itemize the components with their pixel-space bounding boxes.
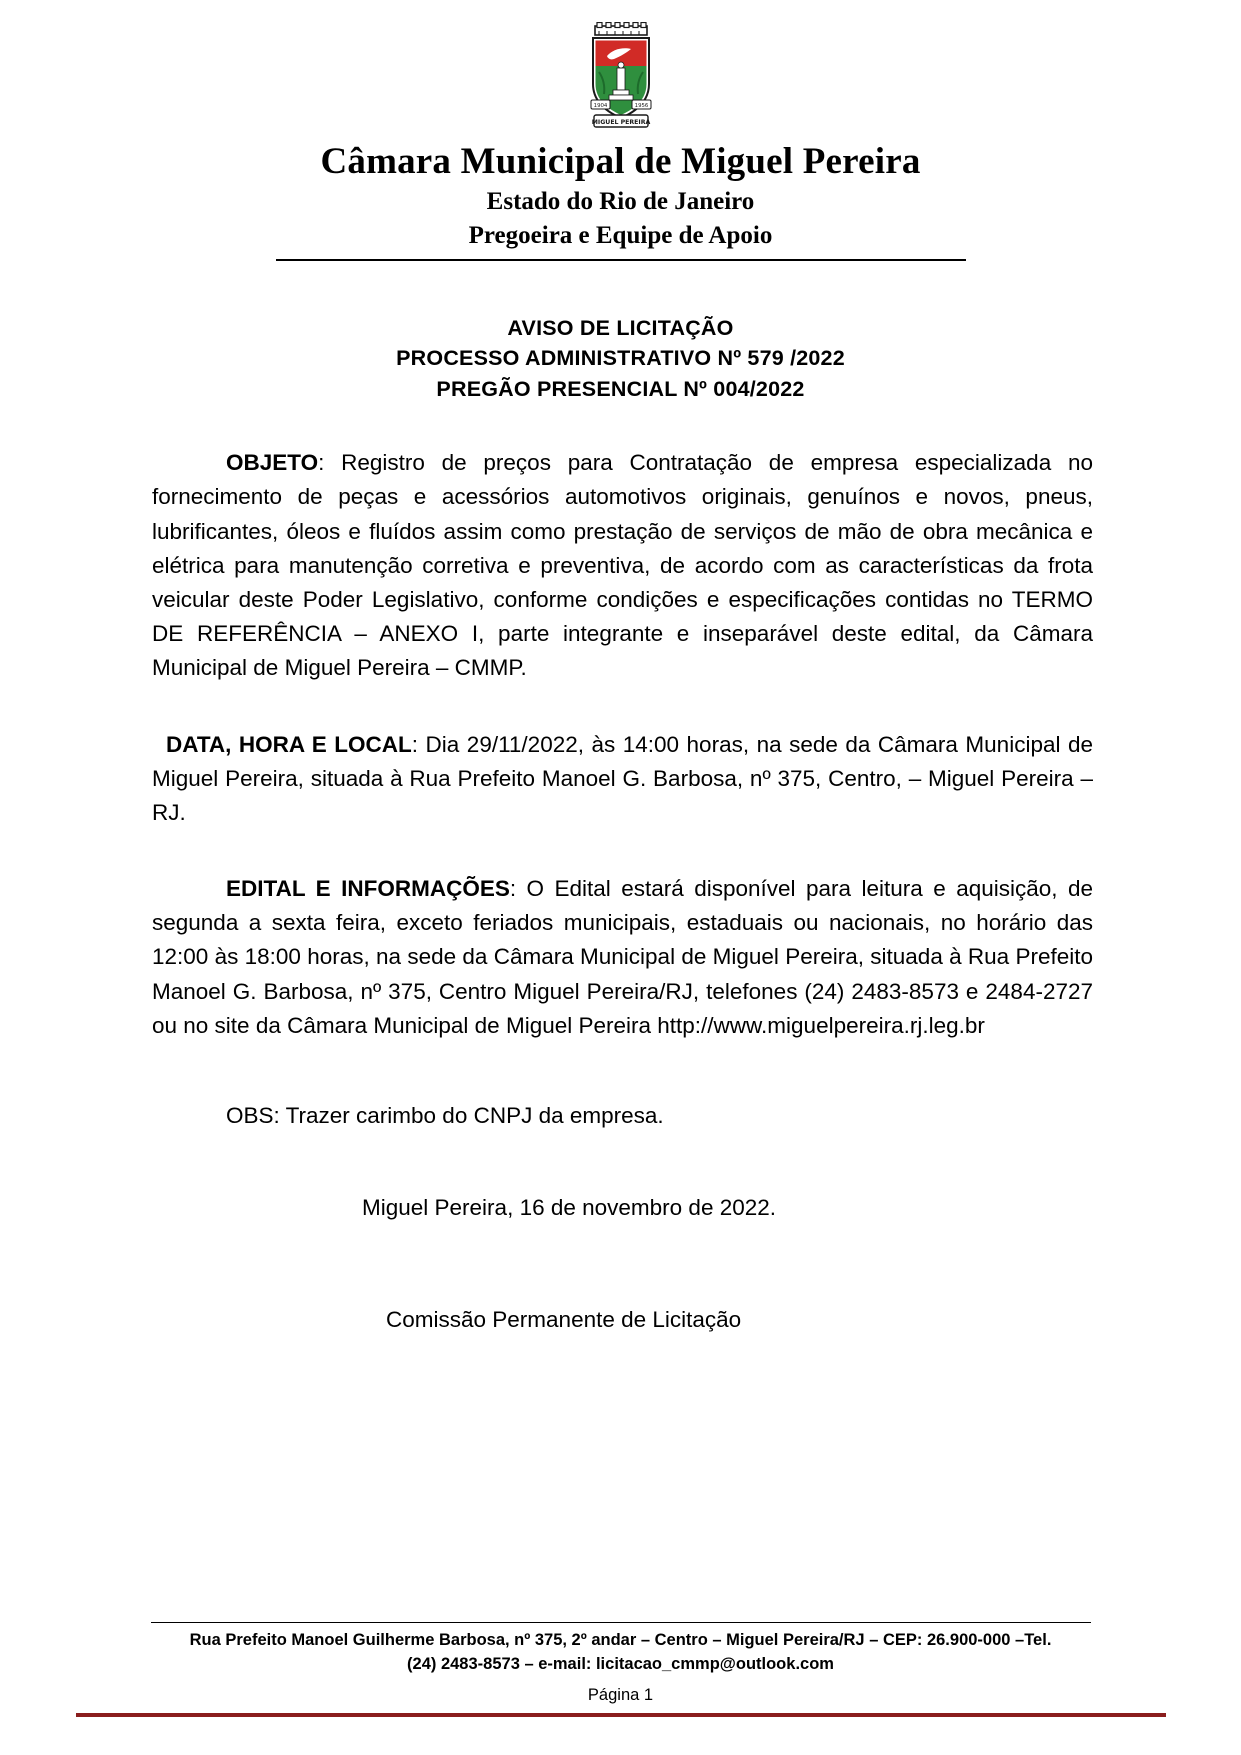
signature-line: Comissão Permanente de Licitação: [386, 1307, 742, 1333]
section-objeto: [152, 446, 1093, 685]
crest-year-right: 1956: [634, 102, 648, 109]
document-footer: [0, 1622, 1241, 1717]
page-title: Câmara Municipal de Miguel Pereira: [320, 141, 921, 182]
footer-address: [0, 1629, 1241, 1676]
section-data-label: DATA, HORA E LOCAL: [166, 731, 412, 757]
header-divider: [276, 259, 966, 261]
page-number: Página 1: [587, 1686, 654, 1704]
footer-divider-top: [151, 1622, 1091, 1623]
footer-divider-bottom: [76, 1713, 1166, 1717]
section-edital-informacoes: [152, 872, 1093, 1043]
section-data-hora-local: [152, 728, 1093, 831]
section-objeto-label: OBJETO: [226, 450, 319, 476]
process-number: PROCESSO ADMINISTRATIVO Nº 579 /2022: [396, 346, 845, 371]
footer-address-line-2: (24) 2483-8573 – e-mail: licitacao_cmmp@outlook.com: [407, 1654, 834, 1673]
bid-number: PREGÃO PRESENCIAL Nº 004/2022: [436, 376, 805, 401]
crest-year-left: 1904: [593, 102, 607, 109]
document-body: [0, 446, 1241, 1337]
header-subtitle-state: Estado do Rio de Janeiro: [486, 187, 755, 215]
municipal-coat-of-arms-icon: [569, 22, 673, 134]
document-header: [0, 0, 1241, 261]
section-edital-text: : O Edital estará disponível para leitura e aquisição, de segunda a sexta feira, exceto feriados municipais, estaduais ou nacionais, no horário das 12:00 às 18:00 horas, na sede da Câmara Municipal de Miguel Pereira, situada à Rua Prefeito Manoel G. Barbosa, nº 375, Centro Miguel Pereira/RJ, telefones (24) 2483-8573 e 2484-2727 ou no site da Câmara Municipal de Miguel Pereira http://www.miguelpereira.rj.leg.br: [152, 876, 1093, 1038]
section-edital-label: EDITAL E INFORMAÇÕES: [226, 876, 510, 902]
document-title-block: [0, 313, 1241, 405]
footer-address-line-1: Rua Prefeito Manoel Guilherme Barbosa, nº 375, 2º andar – Centro – Miguel Pereira/RJ – CEP: 26.900-000 –Tel.: [189, 1631, 1052, 1650]
section-data-text: : Dia 29/11/2022, às 14:00 horas, na sede da Câmara Municipal de Miguel Pereira, situada à Rua Prefeito Manoel G. Barbosa, nº 375, Centro, – Miguel Pereira – RJ.: [152, 731, 1093, 825]
notice-title: AVISO DE LICITAÇÃO: [507, 315, 734, 340]
crest-name-label: MIGUEL PEREIRA: [591, 118, 650, 126]
observation-note: OBS: Trazer carimbo do CNPJ da empresa.: [226, 1103, 664, 1129]
section-objeto-text: : Registro de preços para Contratação de empresa especializada no fornecimento de peças e acessórios automotivos originais, genuínos e novos, pneus, lubrificantes, óleos e fluídos assim como prestação de serviços de mão de obra mecânica e elétrica para manutenção corretiva e preventiva, de acordo com as características da frota veicular deste Poder Legislativo, conforme condições e especificações contidas no TERMO DE REFERÊNCIA – ANEXO I, parte integrante e inseparável deste edital, da Câmara Municipal de Miguel Pereira – CMMP.: [152, 450, 1093, 681]
place-and-date: Miguel Pereira, 16 de novembro de 2022.: [362, 1195, 777, 1221]
header-subtitle-committee: Pregoeira e Equipe de Apoio: [468, 222, 773, 250]
